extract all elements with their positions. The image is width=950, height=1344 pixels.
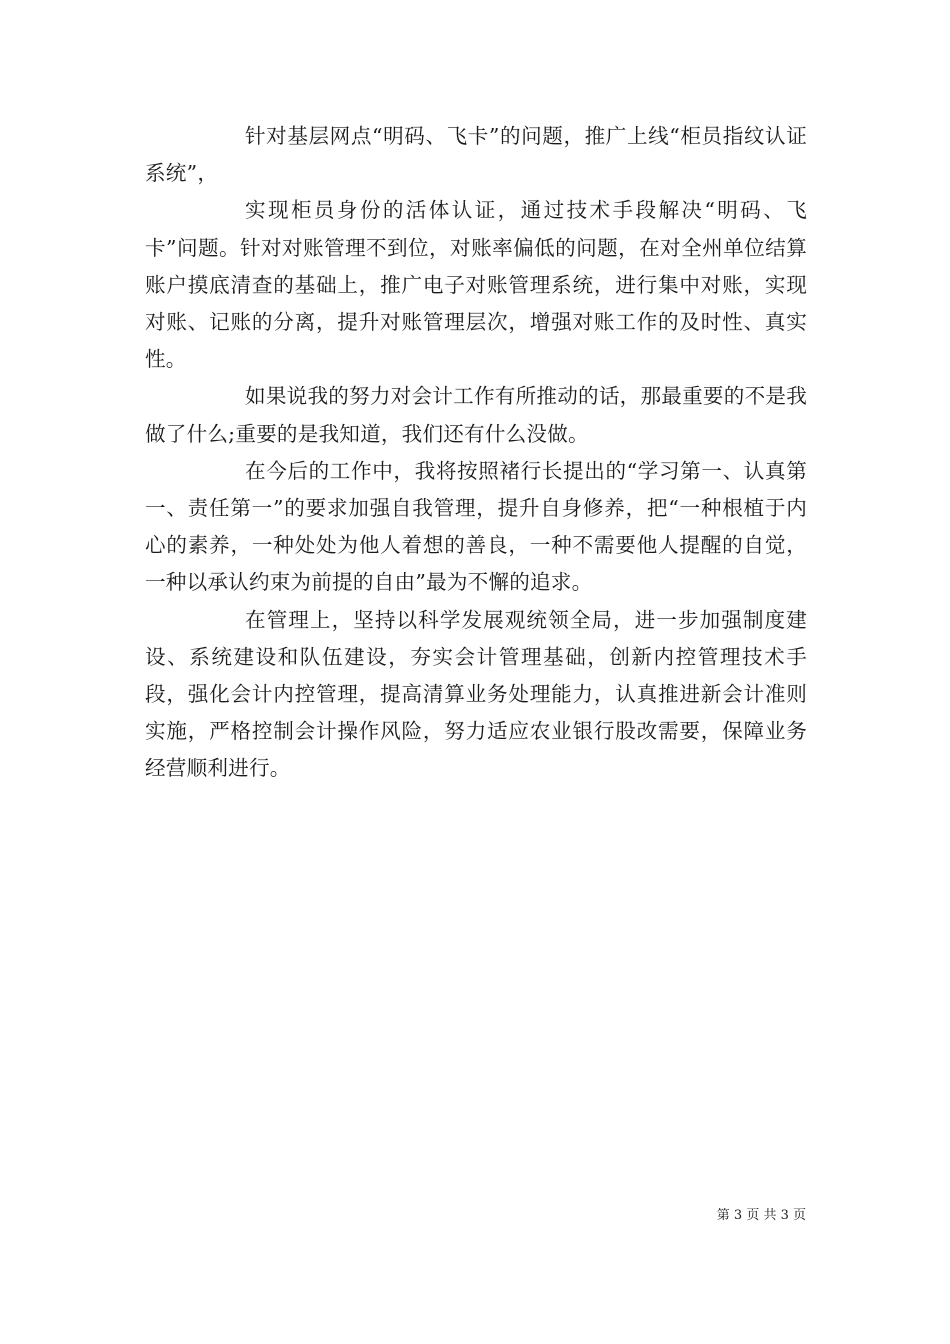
- paragraph-2: 实现柜员身份的活体认证，通过技术手段解决“明码、飞卡”问题。针对对账管理不到位，对账率偏低的问题，在对全州单位结算账户摸底清查的基础上，推广电子对账管理系统，进行集中对账，实现对账、记账的分离，提升对账管理层次，增强对账工作的及时性、真实性。: [145, 198, 807, 372]
- page-number-footer: 第 3 页 共 3 页: [716, 1208, 806, 1223]
- paragraph-3: 如果说我的努力对会计工作有所推动的话，那最重要的不是我做了什么;重要的是我知道，我们还有什么没做。: [145, 384, 807, 446]
- paragraph-1: 针对基层网点“明码、飞卡”的问题，推广上线“柜员指纹认证系统”，: [145, 124, 807, 186]
- document-body: [145, 118, 807, 788]
- paragraph-4: 在今后的工作中，我将按照褚行长提出的“学习第一、认真第一、责任第一”的要求加强自我管理，提升自身修养，把“一种根植于内心的素养，一种处处为他人着想的善良，一种不需要他人提醒的自觉，一种以承认约束为前提的自由”最为不懈的追求。: [145, 458, 807, 595]
- paragraph-5: 在管理上，坚持以科学发展观统领全局，进一步加强制度建设、系统建设和队伍建设，夯实会计管理基础，创新内控管理技术手段，强化会计内控管理，提高清算业务处理能力，认真推进新会计准则实施，严格控制会计操作风险，努力适应农业银行股改需要，保障业务经营顺利进行。: [145, 607, 807, 781]
